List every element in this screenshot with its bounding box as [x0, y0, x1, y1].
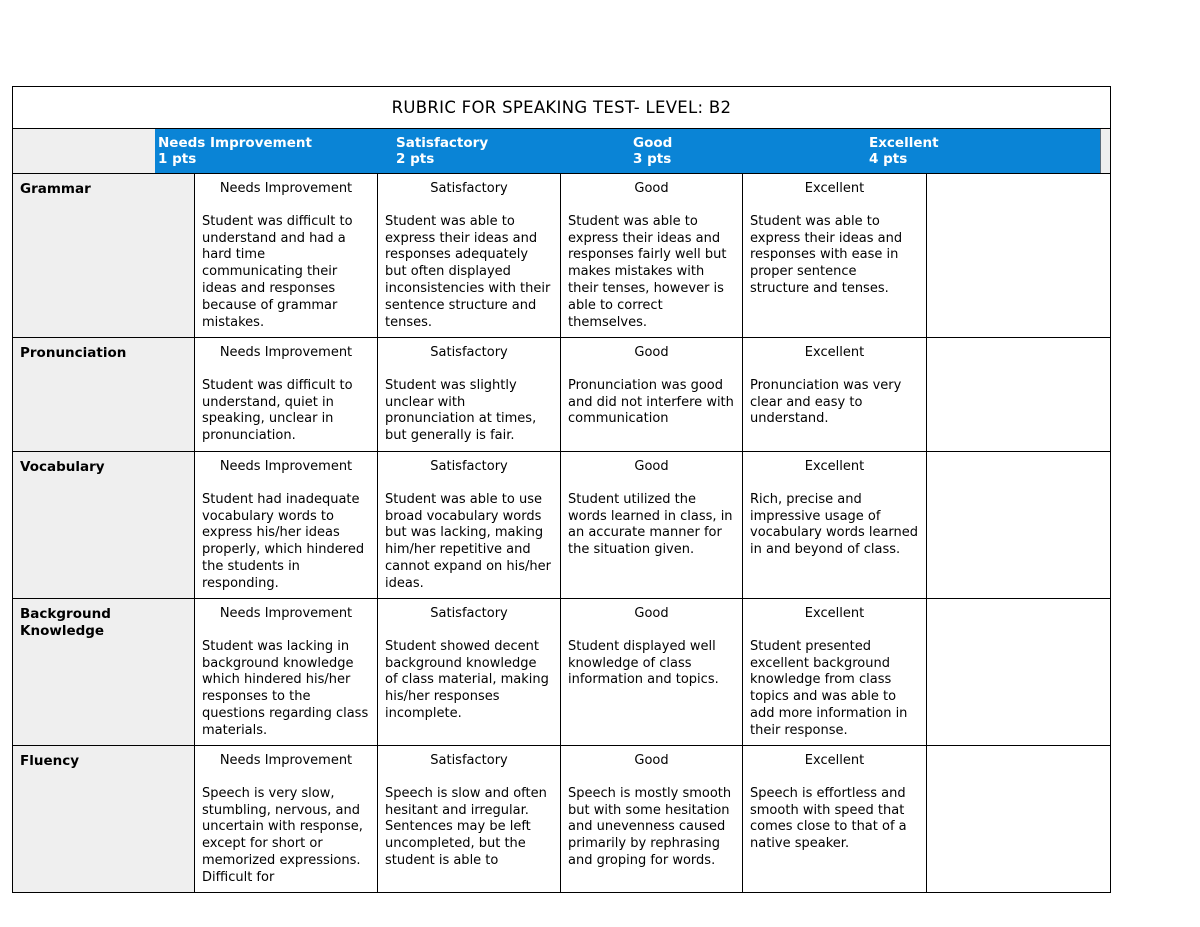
cell-description: Student had inadequate vocabulary words to express his/her ideas properly, which hindered the students in responding. — [202, 491, 365, 591]
rubric-cell — [195, 338, 378, 452]
rubric-title: RUBRIC FOR SPEAKING TEST- LEVEL: B2 — [13, 87, 1110, 129]
rubric-cell — [378, 174, 561, 338]
cell-description: Rich, precise and impressive usage of vocabulary words learned in and beyond of class. — [750, 491, 919, 558]
cell-description: Student was lacking in background knowledge which hindered his/her responses to the questions regarding class materials. — [202, 638, 369, 738]
cell-level-label: Excellent — [804, 345, 865, 360]
rubric-cell — [743, 338, 927, 452]
level-header-excellent — [869, 135, 939, 167]
cell-description: Student displayed well knowledge of class information and topics. — [568, 638, 719, 688]
cell-level-label: Satisfactory — [430, 606, 508, 621]
rubric-cell — [378, 338, 561, 452]
cell-level-label: Good — [634, 181, 669, 196]
levels-header — [13, 129, 1110, 174]
rubric-cell — [378, 746, 561, 893]
cell-description: Pronunciation was very clear and easy to understand. — [750, 377, 902, 427]
cell-description: Student was slightly unclear with pronunciation at times, but generally is fair. — [385, 377, 537, 444]
level-name: Excellent — [869, 135, 939, 151]
cell-description: Speech is very slow, stumbling, nervous, and uncertain with response, except for short or memorized expressions. Difficult for — [202, 785, 363, 885]
cell-description: Student presented excellent background knowledge from class topics and was able to add more information in their response. — [750, 638, 908, 738]
criterion-vocabulary: Vocabulary — [13, 452, 195, 599]
cell-level-label: Needs Improvement — [219, 606, 353, 621]
cell-description: Speech is effortless and smooth with speed that comes close to that of a native speaker. — [750, 785, 907, 852]
rubric-cell — [743, 746, 927, 893]
cell-level-label: Satisfactory — [430, 459, 508, 474]
empty-cell — [927, 746, 1110, 893]
cell-description: Pronunciation was good and did not interfere with communication — [568, 377, 734, 427]
rubric-cell — [195, 452, 378, 599]
level-name: Good — [633, 135, 673, 151]
rubric-table — [12, 86, 1111, 893]
rubric-cell — [195, 599, 378, 746]
rubric-grid — [13, 174, 1110, 893]
rubric-cell — [195, 746, 378, 893]
cell-level-label: Excellent — [804, 753, 865, 768]
cell-level-label: Good — [634, 606, 669, 621]
cell-description: Student was able to express their ideas and responses with ease in proper sentence structure and tenses. — [750, 213, 903, 296]
level-points: 1 pts — [158, 151, 197, 167]
level-points: 2 pts — [396, 151, 435, 167]
level-header-satisfactory — [396, 135, 488, 167]
rubric-cell — [743, 599, 927, 746]
cell-description: Student was able to express their ideas and responses fairly well but makes mistakes with their tenses, however is able to correct themselves. — [568, 213, 727, 330]
empty-cell — [927, 599, 1110, 746]
empty-cell — [927, 174, 1110, 338]
rubric-cell — [378, 452, 561, 599]
cell-level-label: Needs Improvement — [219, 345, 353, 360]
cell-level-label: Good — [634, 345, 669, 360]
rubric-cell — [378, 599, 561, 746]
cell-level-label: Satisfactory — [430, 181, 508, 196]
cell-level-label: Satisfactory — [430, 753, 508, 768]
rubric-cell — [561, 746, 743, 893]
rubric-cell — [561, 338, 743, 452]
rubric-cell — [561, 174, 743, 338]
cell-description: Student was able to express their ideas and responses adequately but often displayed inconsistencies with their sentence structure and tenses. — [385, 213, 551, 330]
level-header-needs-improvement — [158, 135, 312, 167]
empty-cell — [927, 452, 1110, 599]
level-name: Satisfactory — [396, 135, 489, 151]
cell-description: Student was difficult to understand, quiet in speaking, unclear in pronunciation. — [202, 377, 353, 444]
level-header-good — [633, 135, 672, 167]
cell-level-label: Needs Improvement — [219, 459, 353, 474]
cell-description: Speech is mostly smooth but with some hesitation and unevenness caused primarily by rephrasing and groping for words. — [568, 785, 732, 868]
criterion-grammar: Grammar — [13, 174, 195, 338]
cell-description: Student was difficult to understand and had a hard time communicating their ideas and responses because of grammar mistakes. — [202, 213, 353, 330]
rubric-cell — [195, 174, 378, 338]
cell-level-label: Good — [634, 753, 669, 768]
level-points: 3 pts — [633, 151, 672, 167]
cell-level-label: Good — [634, 459, 669, 474]
level-name: Needs Improvement — [158, 135, 312, 151]
cell-level-label: Excellent — [804, 606, 865, 621]
cell-level-label: Excellent — [804, 181, 865, 196]
criterion-fluency: Fluency — [13, 746, 195, 893]
criterion-pronunciation: Pronunciation — [13, 338, 195, 452]
empty-cell — [927, 338, 1110, 452]
cell-description: Student showed decent background knowledge of class material, making his/her responses incomplete. — [385, 638, 549, 721]
cell-description: Student utilized the words learned in class, in an accurate manner for the situation given. — [568, 491, 733, 558]
cell-level-label: Needs Improvement — [219, 753, 353, 768]
cell-level-label: Excellent — [804, 459, 865, 474]
cell-level-label: Satisfactory — [430, 345, 508, 360]
rubric-cell — [743, 452, 927, 599]
cell-description: Speech is slow and often hesitant and irregular. Sentences may be left uncompleted, but the student is able to — [385, 785, 547, 868]
cell-description: Student was able to use broad vocabulary words but was lacking, making him/her repetitive and cannot expand on his/her ideas. — [385, 491, 551, 591]
rubric-cell — [561, 452, 743, 599]
rubric-cell — [743, 174, 927, 338]
criterion-background-knowledge: Background Knowledge — [13, 599, 195, 746]
level-points: 4 pts — [869, 151, 908, 167]
rubric-cell — [561, 599, 743, 746]
cell-level-label: Needs Improvement — [219, 181, 353, 196]
